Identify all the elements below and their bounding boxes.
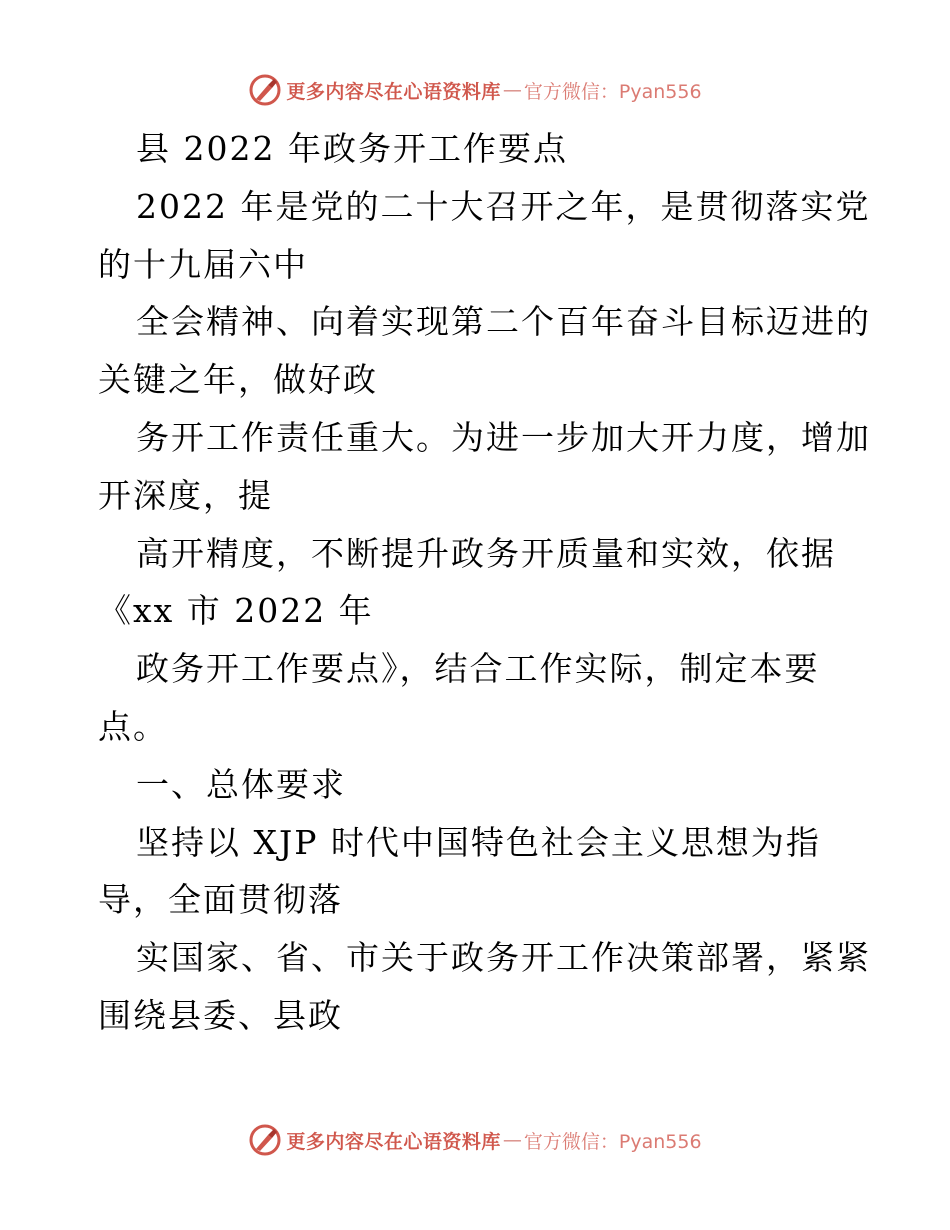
paragraph-line: 务开工作责任重大。为进一步加大开力度，增加 bbox=[136, 417, 871, 457]
paragraph-line: 政务开工作要点》，结合工作实际，制定本要 bbox=[136, 649, 820, 689]
pen-logo-icon bbox=[248, 73, 282, 107]
paragraph-line: 导，全面贯彻落 bbox=[98, 880, 343, 920]
watermark-main-text: 更多内容尽在心语资料库 bbox=[286, 80, 501, 103]
paragraph-line: 关键之年，做好政 bbox=[98, 360, 378, 400]
watermark-separator: — bbox=[502, 79, 522, 101]
watermark-separator: — bbox=[502, 1129, 522, 1151]
paragraph-line: 围绕县委、县政 bbox=[98, 995, 343, 1035]
paragraph-line: 的十九届六中 bbox=[98, 244, 308, 284]
document-title: 县 2022 年政务开工作要点 bbox=[136, 129, 568, 168]
section-heading: 一、总体要求 bbox=[136, 764, 346, 804]
footer-watermark bbox=[0, 1120, 950, 1160]
watermark-main-text: 更多内容尽在心语资料库 bbox=[286, 1130, 501, 1153]
header-watermark bbox=[0, 70, 950, 110]
pen-logo-icon bbox=[248, 1123, 282, 1157]
watermark-sub-text: 官方微信：Pyan556 bbox=[523, 1130, 702, 1153]
paragraph-line: 高开精度，不断提升政务开质量和实效，依据 bbox=[136, 533, 836, 573]
paragraph-line: 点。 bbox=[98, 706, 168, 746]
paragraph-line: 全会精神、向着实现第二个百年奋斗目标迈进的 bbox=[136, 302, 871, 342]
paragraph-line: 《xx 市 2022 年 bbox=[98, 591, 374, 631]
paragraph-line: 实国家、省、市关于政务开工作决策部署，紧紧 bbox=[136, 938, 871, 978]
watermark-sub-text: 官方微信：Pyan556 bbox=[523, 80, 702, 103]
paragraph-line: 坚持以 XJP 时代中国特色社会主义思想为指 bbox=[136, 822, 821, 862]
document-body bbox=[98, 120, 871, 1045]
paragraph-line: 2022 年是党的二十大召开之年，是贯彻落实党 bbox=[136, 186, 871, 226]
paragraph-line: 开深度，提 bbox=[98, 475, 273, 515]
